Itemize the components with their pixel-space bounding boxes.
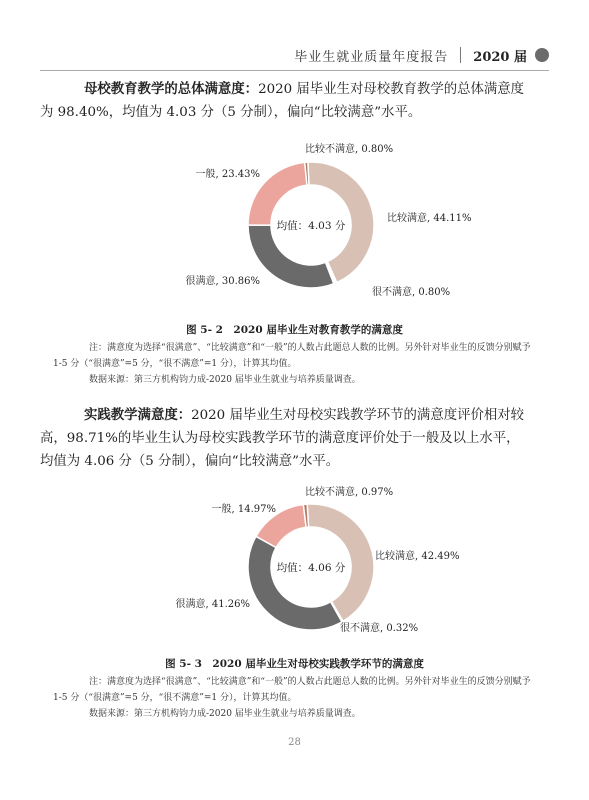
chart1-label-3: 一般, 23.43%	[195, 169, 260, 180]
chart2	[150, 485, 460, 647]
section1-paragraph	[40, 78, 527, 124]
page-number: 28	[288, 737, 301, 748]
section1-text: 2020 届毕业生对母校教育教学的总体满意度为 98.40%，均值为 4.03 分（5 分制），偏向“比较满意”水平。	[40, 82, 525, 120]
chart1-slice-2	[248, 225, 334, 288]
section1-lead: 母校教育教学的总体满意度：	[84, 81, 259, 97]
header-rule	[40, 70, 549, 71]
chart2-caption: 图 5- 3 2020 届毕业生对母校实践教学环节的满意度	[165, 658, 424, 670]
header-divider	[460, 47, 461, 63]
chart1-label-0: 比较满意, 44.11%	[387, 213, 472, 224]
chart2-label-2: 很满意, 41.26%	[175, 599, 250, 610]
chart2-slice-2	[248, 536, 342, 630]
circle-icon	[535, 48, 549, 62]
report-title: 毕业生就业质量年度报告	[294, 49, 449, 65]
chart2-center-label: 均值：4.06 分	[276, 562, 346, 574]
chart2-donut	[150, 485, 460, 647]
chart1-label-1: 很不满意, 0.80%	[372, 287, 451, 298]
chart1-center-label: 均值：4.03 分	[276, 220, 346, 232]
report-year: 2020 届	[473, 49, 527, 65]
chart2-label-1: 很不满意, 0.32%	[340, 623, 419, 634]
section2-paragraph	[40, 404, 527, 473]
chart1-source: 数据来源：第三方机构钧力成-2020 届毕业生就业与培养质量调查。	[89, 375, 361, 385]
chart2-label-3: 一般, 14.97%	[211, 504, 276, 515]
chart2-note: 注：满意度为选择“很满意”、“比较满意”和“一般”的人数占此题总人数的比例。另外针对毕业生的反馈分别赋予 1-5 分（“很满意”=5 分，“很不满意”=1 分），计算其均值。	[53, 677, 531, 703]
chart1-caption: 图 5- 2 2020 届毕业生对教育教学的满意度	[186, 324, 403, 336]
section2-text: 2020 届毕业生对母校实践教学环节的满意度评价相对较高，98.71%的毕业生认为母校实践教学环节的满意度评价处于一般及以上水平，均值为 4.06 分（5 分制），偏向“比较满意”水平。	[40, 408, 525, 469]
chart1-note: 注：满意度为选择“很满意”、“比较满意”和“一般”的人数占此题总人数的比例。另外针对毕业生的反馈分别赋予 1-5 分（“很满意”=5 分，“很不满意”=1 分），计算其均值。	[53, 343, 531, 369]
chart2-label-0: 比较满意, 42.49%	[375, 551, 460, 562]
chart2-label-4: 比较不满意, 0.97%	[305, 487, 394, 498]
chart1	[150, 142, 472, 312]
page-header	[294, 44, 549, 66]
chart1-label-4: 比较不满意, 0.80%	[305, 144, 394, 155]
chart1-label-2: 很满意, 30.86%	[185, 276, 260, 287]
chart2-source: 数据来源：第三方机构钧力成-2020 届毕业生就业与培养质量调查。	[89, 709, 361, 719]
chart1-donut	[150, 142, 472, 312]
section2-lead: 实践教学满意度：	[84, 407, 192, 423]
